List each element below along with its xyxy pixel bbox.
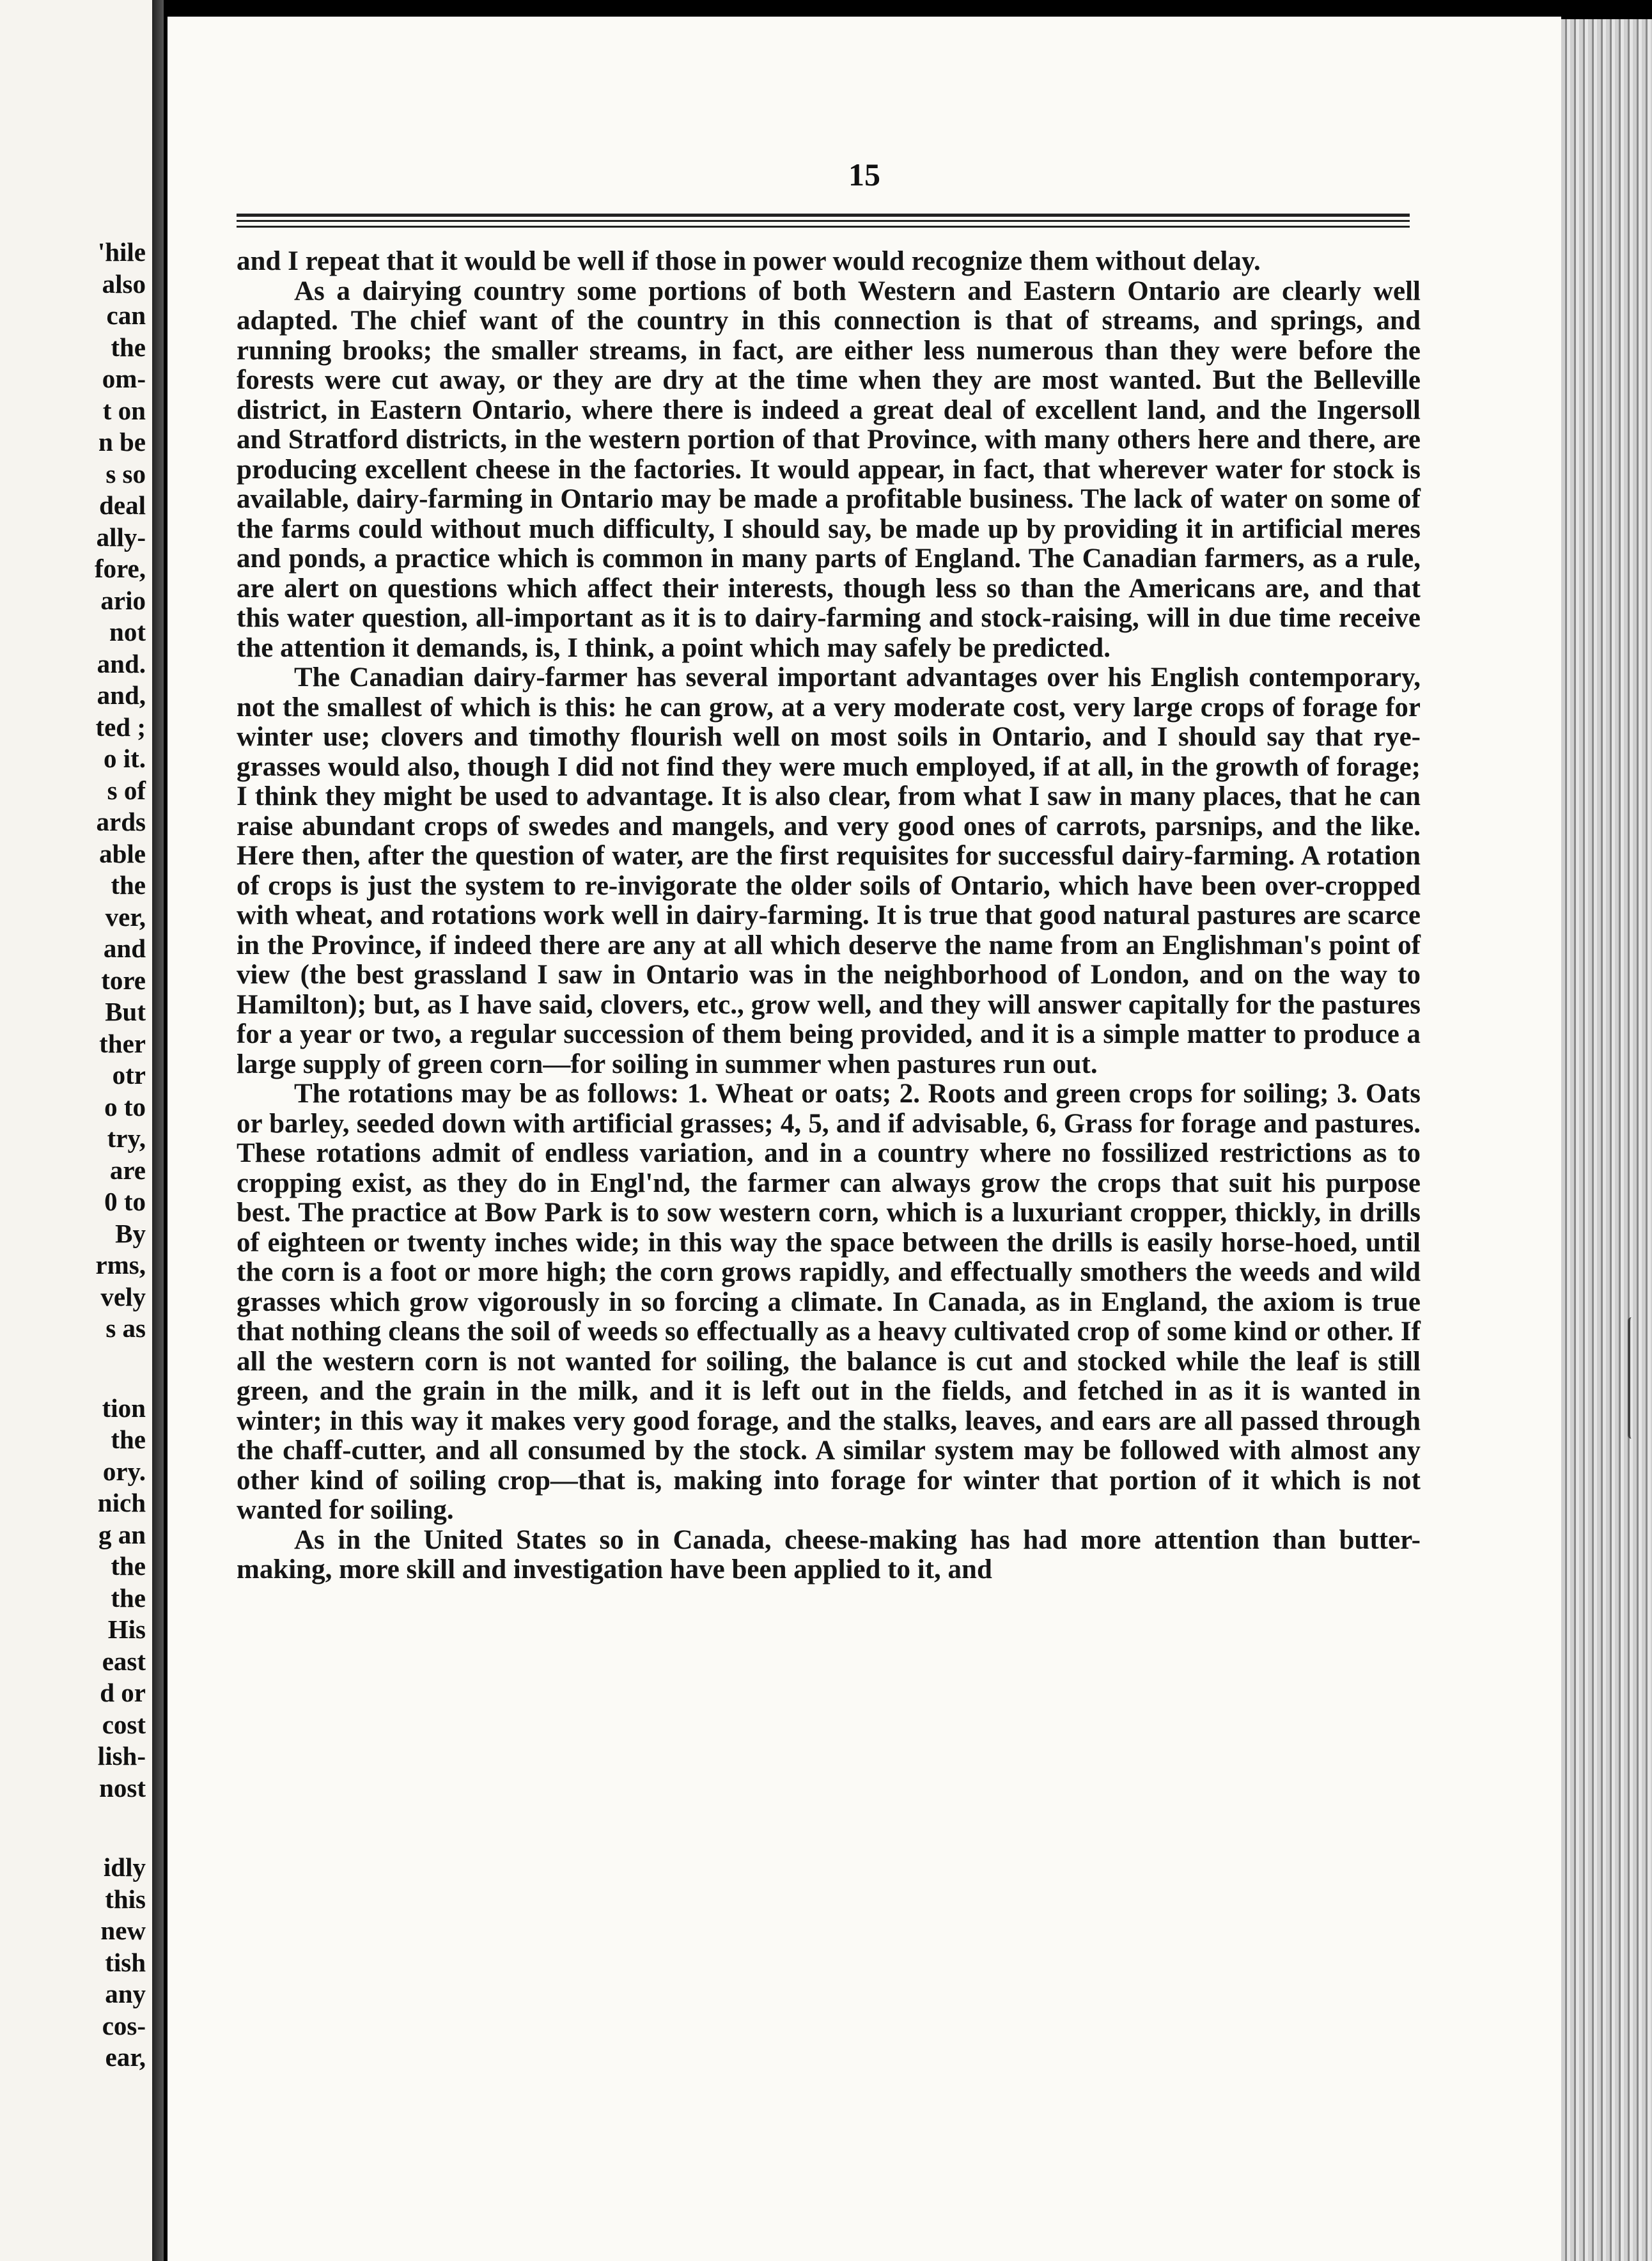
previous-page-line: By <box>115 1218 146 1248</box>
previous-page-line: g an <box>98 1519 146 1549</box>
previous-page-line: s of <box>107 775 146 805</box>
previous-page-line: try, <box>107 1123 146 1153</box>
header-rule <box>237 220 1410 222</box>
previous-page-line: ards <box>96 807 146 836</box>
previous-page-line: tish <box>105 1947 146 1977</box>
previous-page-line: ther <box>99 1028 146 1058</box>
previous-page-line: o it. <box>103 744 146 773</box>
previous-page-line: ory. <box>102 1456 146 1486</box>
previous-page-line: the <box>111 1583 146 1613</box>
previous-page-line: s as <box>105 1313 146 1343</box>
previous-page-line: east <box>102 1646 146 1676</box>
previous-page-line <box>0 1345 146 1393</box>
previous-page-line: vely <box>100 1281 146 1311</box>
previous-page-line: rms, <box>95 1250 146 1279</box>
previous-page-line: nost <box>99 1772 146 1803</box>
previous-page-line: His <box>107 1615 146 1644</box>
previous-page-line: d or <box>100 1678 146 1707</box>
previous-page-line: the <box>111 332 146 362</box>
previous-page-fragment <box>0 0 152 2261</box>
previous-page-line: ally- <box>96 522 146 552</box>
previous-page-line: 'hile <box>97 237 146 267</box>
page-number: 15 <box>848 157 880 192</box>
previous-page-line: the <box>111 1425 146 1454</box>
paragraph: The Canadian dairy-farmer has several important advantages over his English contemporary, not the smallest of which is this: he can grow, at a very moderate cost, very large crops of forage for winter use; clovers and timothy flourish well on most soils in Ontario, and I should say that rye-grasses would also, though I did not find they were much employed, if at all, in the growth of forage; I think they might be used to advantage. It is also clear, from what I saw in many places, that he can raise abundant crops of swedes and mangels, and very good ones of carrots, parsnips, and the like. Here then, after the question of water, are the first requisites for successful dairy-farming. A rotation of crops is just the system to re-invigorate the older soils of Ontario, which have been over-cropped with wheat, and rotations work well in dairy-farming. It is true that good natural pastures are scarce in the Province, if indeed there are any at all which deserve the name from an Englishman's point of view (the best grassland I saw in Ontario was in the neighborhood of London, and on the way to Hamilton); but, as I have said, clovers, etc., grow well, and they will answer capitally for the pastures for a year or two, a regular succession of them being provided, and it is a simple matter to produce a large supply of green corn—for soiling in summer when pastures run out. <box>237 662 1421 1079</box>
page-edge-mark <box>1628 1317 1635 1439</box>
previous-page-line: tore <box>101 965 146 995</box>
previous-page-line: also <box>102 269 146 299</box>
previous-page-line: s so <box>105 458 146 489</box>
previous-page-line: cost <box>102 1709 146 1739</box>
previous-page-line: can <box>106 301 146 330</box>
previous-page-line: o to <box>104 1091 146 1122</box>
previous-page-line: ver, <box>105 902 146 932</box>
previous-page-line: are <box>109 1155 146 1185</box>
previous-page-line: the <box>111 1551 146 1581</box>
header-rule <box>237 226 1410 228</box>
page-stack-edge <box>1561 19 1652 2261</box>
previous-page-line: and <box>103 934 146 963</box>
previous-page-line: n be <box>98 427 146 457</box>
paragraph: As in the United States so in Canada, cheese-making has had more attention than butter-making, more skill and investigation have been applied to it, and <box>237 1524 1421 1584</box>
previous-page-line: ario <box>100 585 146 615</box>
previous-page-line: any <box>105 1979 146 2008</box>
previous-page-line: the <box>111 870 146 900</box>
previous-page-line <box>0 1804 146 1852</box>
book-gutter <box>152 0 164 2261</box>
header-rule <box>237 214 1410 217</box>
previous-page-line: t on <box>102 395 146 425</box>
previous-page-text-column <box>0 237 146 2074</box>
body-text <box>237 247 1421 1585</box>
previous-page-line: 0 to <box>104 1187 146 1216</box>
previous-page-line: not <box>109 617 146 646</box>
previous-page-line: ted ; <box>95 712 146 742</box>
previous-page-line: idly <box>103 1852 146 1882</box>
paragraph: and I repeat that it would be well if those in power would recognize them without delay. <box>237 246 1261 276</box>
previous-page-line: ear, <box>105 2042 146 2072</box>
previous-page-line: able <box>99 838 146 868</box>
previous-page-line: om- <box>102 364 146 393</box>
previous-page-line: and, <box>97 680 146 710</box>
paragraph: As a dairying country some portions of both Western and Eastern Ontario are clearly well adapted. The chief want of the country in this connection is that of streams, and springs, and running brooks; the smaller streams, in fact, are either less numerous than they were before the forests were cut away, or they are dry at the time when they are most wanted. But the Belleville district, in Eastern Ontario, where there is indeed a great deal of excellent land, and the Ingersoll and Stratford districts, in the western portion of that Province, with many others here and there, are producing excellent cheese in the factories. It would appear, in fact, that wherever water for stock is available, dairy-farming in Ontario may be made a profitable business. The lack of water on some of the farms could without much difficulty, I should say, be made up by providing it in artificial meres and ponds, a practice which is common in many parts of England. The Canadian farmers, as a rule, are alert on questions which affect their interests, though less so than the Americans are, and that this water question, all-important as it is to dairy-farming and stock-raising, will in due time receive the attention it demands, is, I think, a point which may safely be predicted. <box>237 276 1421 663</box>
previous-page-line: tion <box>102 1393 146 1423</box>
previous-page-line: new <box>100 1916 146 1945</box>
previous-page-line: fore, <box>94 554 146 583</box>
previous-page-line: and. <box>97 648 146 678</box>
previous-page-line: cos- <box>102 2010 146 2040</box>
previous-page-line: lish- <box>97 1741 146 1771</box>
paragraph: The rotations may be as follows: 1. Wheat or oats; 2. Roots and green crops for soiling; 3. Oats or barley, seeded down with artificial grasses; 4, 5, and if advisable, 6, Grass for forage and pastures. These rotations admit of endless variation, and in a country where no fossilized restrictions as to cropping exist, as they do in Engl'nd, the farmer can always grow the crops that suit his purpose best. The practice at Bow Park is to sow western corn, which is a luxuriant cropper, thickly, in drills of eighteen or twenty inches wide; in this way the space between the drills is easily horse-hoed, until the corn is a foot or more high; the corn grows rapidly, and effectually smothers the weeds and wild grasses which grow vigorously in so forcing a climate. In Canada, as in England, the axiom is true that nothing cleans the soil of weeds so effectually as a heavy cultivated crop of some kind or other. If all the western corn is not wanted for soiling, the balance is cut and stocked while the leaf is still green, and the grain in the milk, and it is left out in the fields, and fetched in as it is wanted in winter; in this way it makes very good forage, and the stalks, leaves, and ears are all passed through the chaff-cutter, and all consumed by the stock. A similar system may be followed with almost any other kind of soiling crop—that is, making into forage for winter that portion of it which is not wanted for soiling. <box>237 1079 1421 1525</box>
previous-page-line: nich <box>97 1488 146 1517</box>
previous-page-line: But <box>105 997 146 1026</box>
previous-page-line: deal <box>99 490 146 520</box>
previous-page-line: otr <box>112 1060 146 1090</box>
previous-page-line: this <box>105 1884 146 1914</box>
book-page <box>168 17 1561 2261</box>
